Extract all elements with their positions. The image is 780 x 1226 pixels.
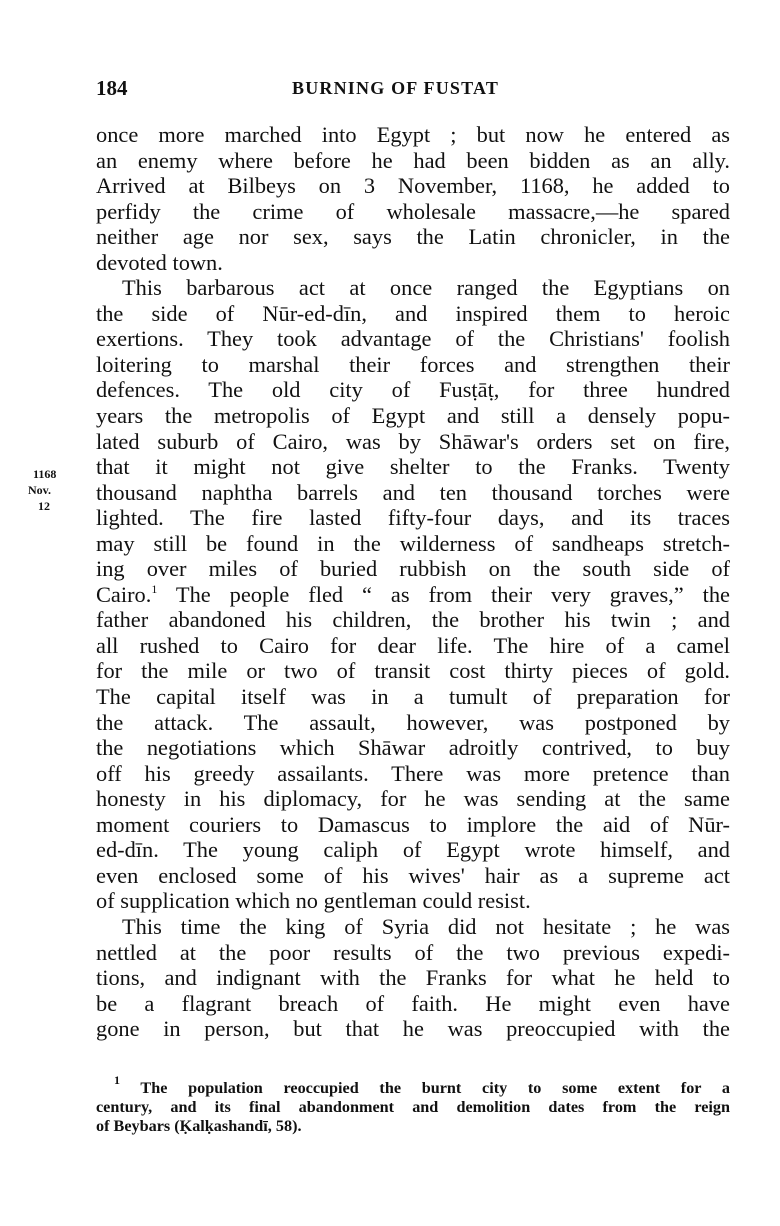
- text-line: defences. The old city of Fusṭāṭ, for three hundred: [96, 377, 730, 403]
- text-line: loitering to marshal their forces and strengthen their: [96, 351, 730, 377]
- text-line: tions, and indignant with the Franks for what he held to: [96, 965, 730, 991]
- footnote-marker: 1: [114, 1073, 120, 1087]
- text-line: of supplication which no gentleman could resist.: [96, 888, 531, 914]
- text-line: that it might not give shelter to the Franks. Twenty: [96, 454, 730, 480]
- margin-note-month: Nov.: [28, 483, 52, 497]
- text-line: exertions. They took advantage of the Christians' foolish: [96, 326, 730, 352]
- text-line: nettled at the poor results of the two previous expedi-: [96, 939, 730, 965]
- text-line: years the metropolis of Egypt and still a densely popu-: [96, 403, 730, 429]
- text-line: neither age nor sex, says the Latin chronicler, in the: [96, 224, 730, 250]
- text-line: father abandoned his children, the brother his twin ; and: [96, 607, 730, 633]
- text-fragment: The people fled “ as from their very graves,” the: [157, 581, 730, 607]
- running-title: BURNING OF FUSTAT: [292, 78, 500, 98]
- text-line: honesty in his diplomacy, for he was sending at the same: [96, 786, 730, 812]
- text-line: for the mile or two of transit cost thirty pieces of gold.: [96, 658, 730, 684]
- paragraph-start-line: This barbarous act at once ranged the Egyptians on: [122, 275, 730, 301]
- text-line: be a flagrant breach of faith. He might even have: [96, 990, 730, 1016]
- page-number: 184: [96, 76, 128, 100]
- text-line: lighted. The fire lasted fifty-four days, and its traces: [96, 505, 730, 531]
- text-line: off his greedy assailants. There was more pretence than: [96, 760, 730, 786]
- paragraph-start-line: This time the king of Syria did not hesitate ; he was: [122, 913, 730, 939]
- body-text: [96, 122, 730, 1042]
- text-line: once more marched into Egypt ; but now he entered as: [96, 122, 730, 147]
- footnote-line: [96, 1073, 730, 1098]
- text-line: the side of Nūr-ed-dīn, and inspired them to heroic: [96, 300, 730, 326]
- margin-note-year: 1168: [33, 467, 57, 481]
- text-line: The capital itself was in a tumult of preparation for: [96, 684, 730, 710]
- text-line: moment couriers to Damascus to implore the aid of Nūr-: [96, 811, 730, 837]
- text-line: gone in person, but that he was preoccupied with the: [96, 1016, 730, 1042]
- margin-note-day: 12: [38, 499, 50, 513]
- text-line: Arrived at Bilbeys on 3 November, 1168, he added to: [96, 173, 730, 199]
- text-line: lated suburb of Cairo, was by Shāwar's orders set on fire,: [96, 428, 730, 454]
- text-fragment: Cairo.: [96, 581, 152, 607]
- text-line: even enclosed some of his wives' hair as a supreme act: [96, 862, 730, 888]
- footnote-reference[interactable]: 1: [151, 581, 158, 596]
- text-line: perfidy the crime of wholesale massacre,—he spared: [96, 198, 730, 224]
- text-line-with-footnote-ref: [96, 582, 730, 608]
- footnote: [96, 1073, 730, 1136]
- footnote-line: century, and its final abandonment and demolition dates from the reign: [96, 1098, 730, 1116]
- text-line: an enemy where before he had been bidden as an ally.: [96, 147, 730, 173]
- text-line: thousand naphtha barrels and ten thousand torches were: [96, 479, 730, 505]
- text-line: the attack. The assault, however, was postponed by: [96, 709, 730, 735]
- page-header: [96, 76, 730, 102]
- text-line: the negotiations which Shāwar adroitly contrived, to buy: [96, 735, 730, 761]
- footnote-line: of Beybars (Ḳalḳashandī, 58).: [96, 1117, 302, 1135]
- text-fragment: The population reoccupied the burnt city to some extent for a: [120, 1079, 730, 1097]
- text-line: ed-dīn. The young caliph of Egypt wrote himself, and: [96, 837, 730, 863]
- text-line: may still be found in the wilderness of sandheaps stretch-: [96, 530, 730, 556]
- text-line: ing over miles of buried rubbish on the south side of: [96, 556, 730, 582]
- text-line: devoted town.: [96, 249, 223, 275]
- text-line: all rushed to Cairo for dear life. The hire of a camel: [96, 632, 730, 658]
